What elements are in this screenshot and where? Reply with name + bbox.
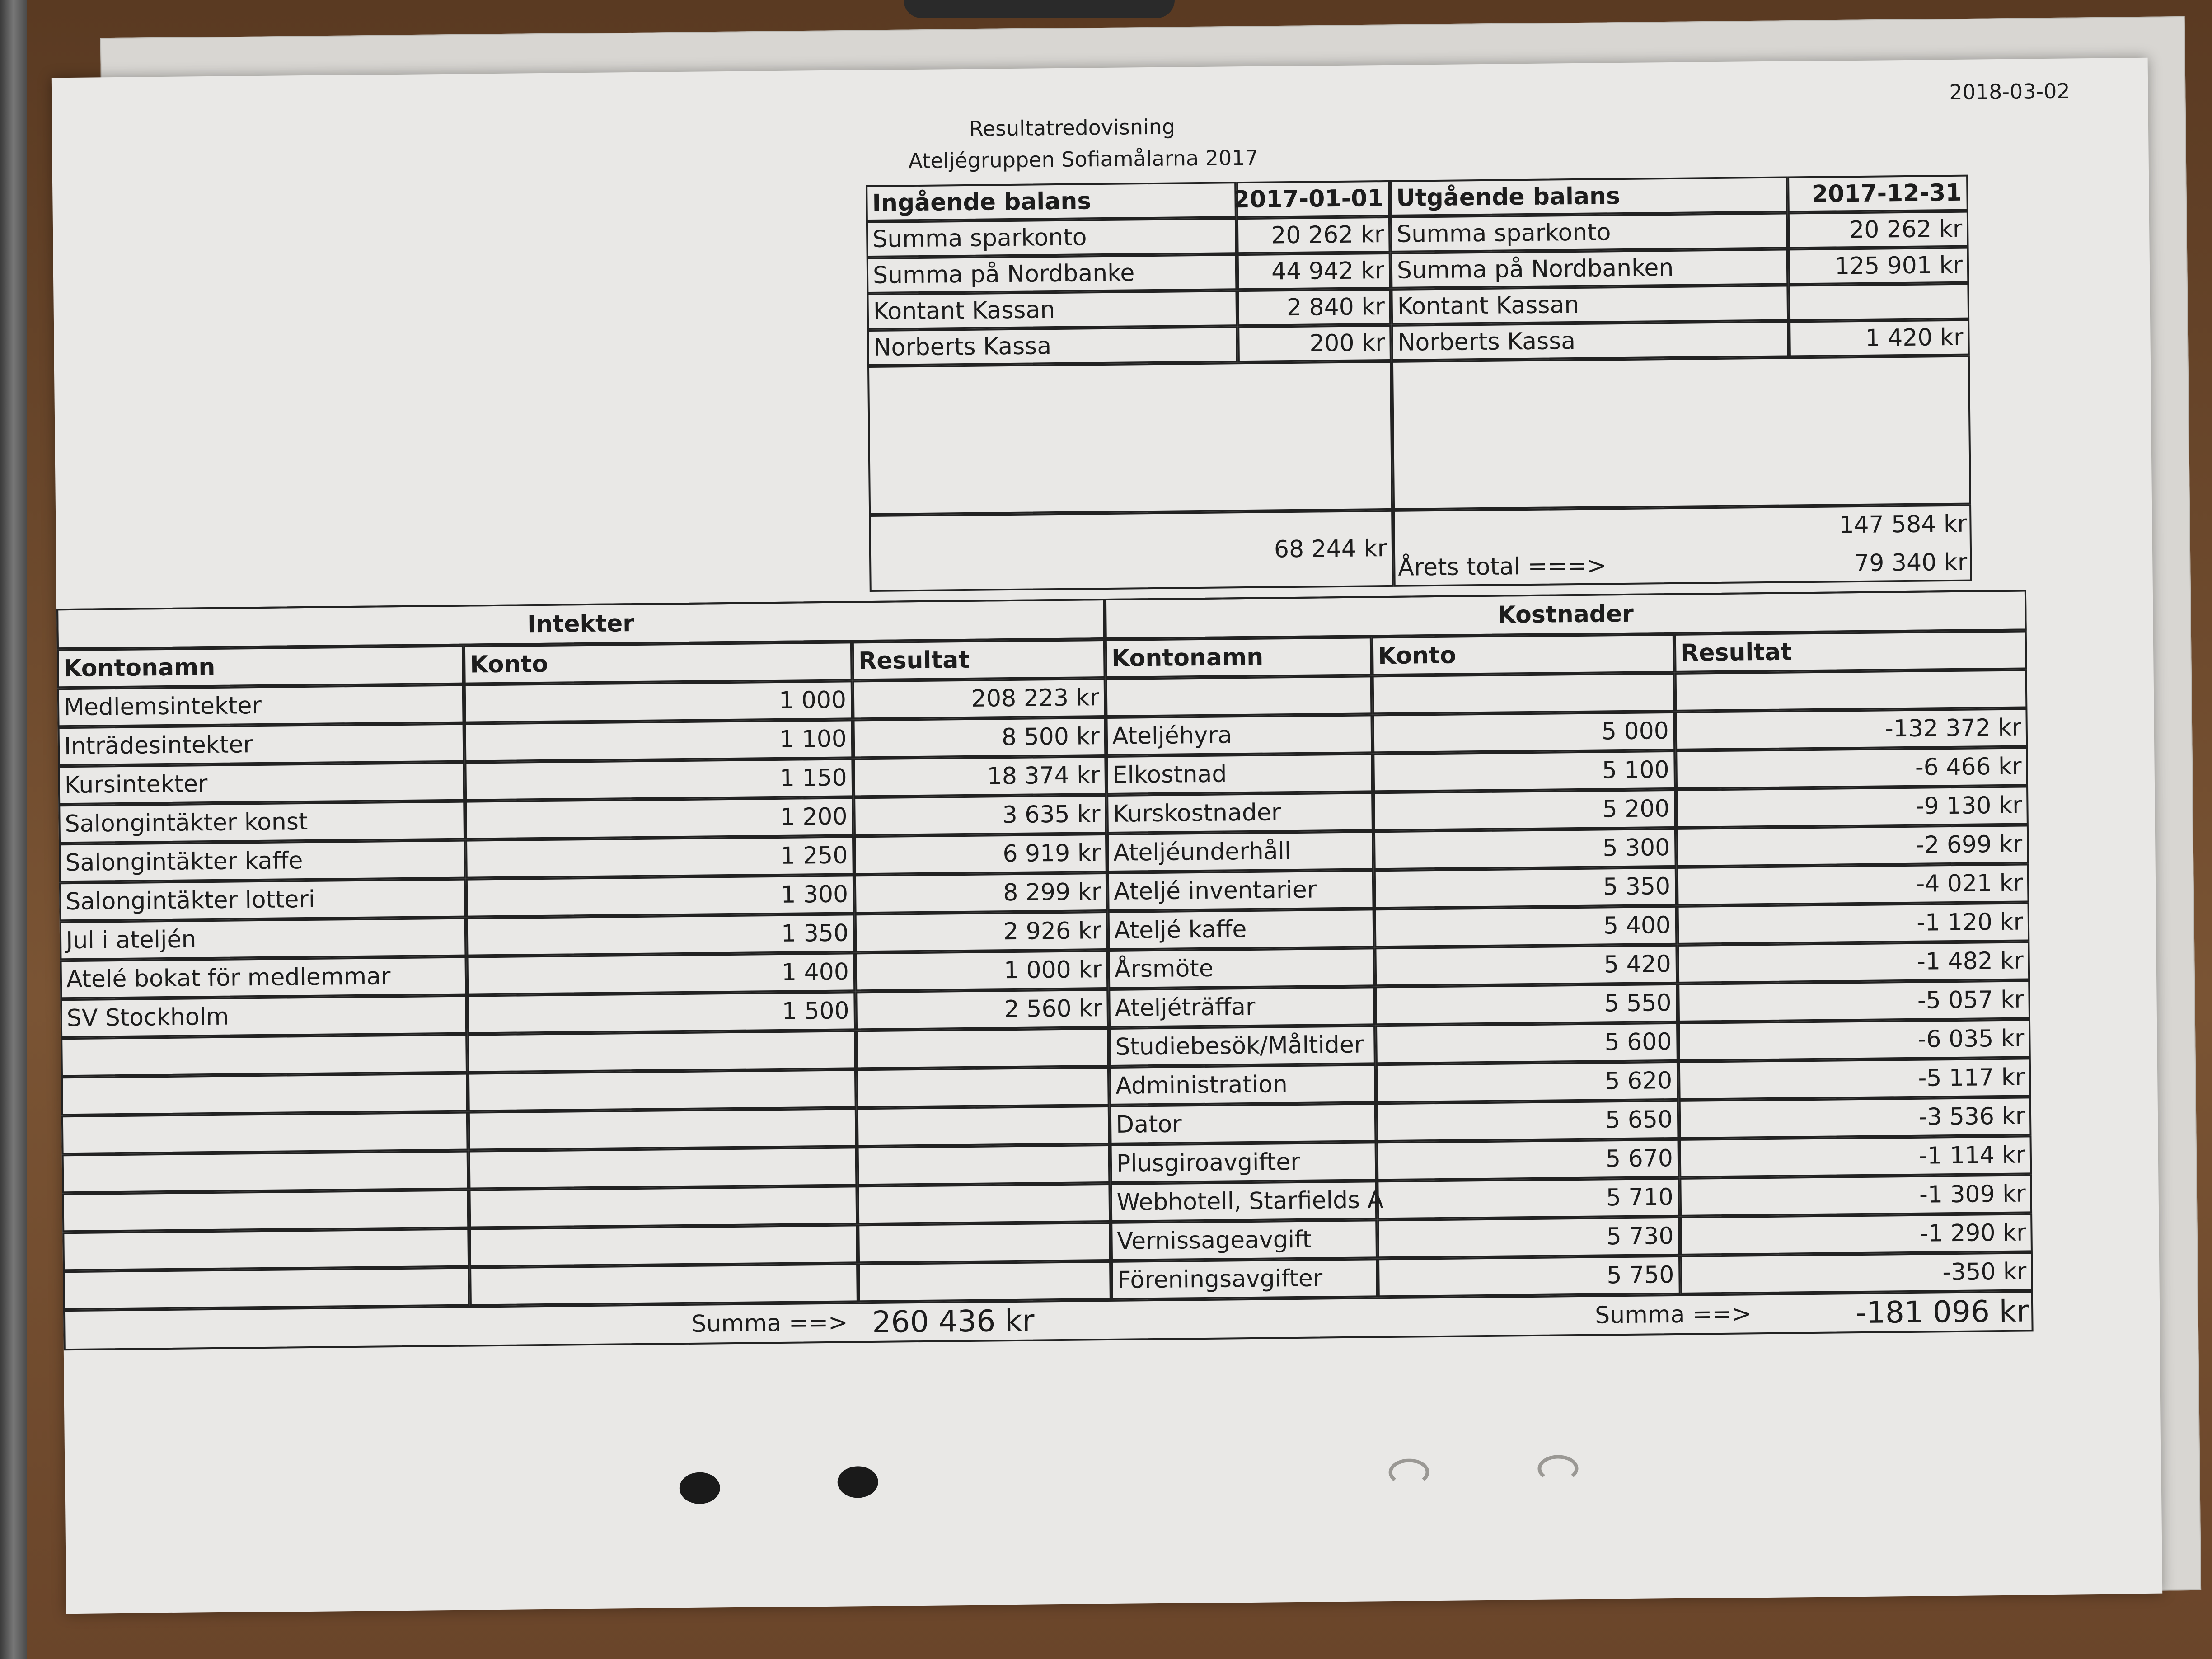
cost-row-account: 5 000	[1372, 712, 1675, 753]
empty-cell	[62, 1190, 469, 1233]
closing-row-label: Kontant Kassan	[1391, 285, 1789, 324]
income-row-result: 208 223 kr	[853, 678, 1106, 719]
income-row-name: Kursintekter	[58, 762, 465, 805]
empty-cell	[857, 1106, 1110, 1147]
document-title: Resultatredovisning	[969, 114, 1176, 141]
costs-header-account: Konto	[1372, 634, 1675, 675]
income-row-account: 1 350	[466, 914, 855, 956]
empty-cell	[61, 1034, 468, 1077]
cost-row-result: -1 290 kr	[1680, 1213, 2033, 1255]
empty-cell	[857, 1144, 1111, 1186]
cost-row-result: -1 120 kr	[1677, 902, 2030, 944]
dark-object	[904, 0, 1175, 18]
cost-row-account: 5 600	[1375, 1022, 1678, 1064]
income-header-name: Kontonamn	[57, 646, 464, 689]
empty-cell	[62, 1228, 469, 1271]
cost-row-name: Föreningsavgifter	[1111, 1258, 1378, 1300]
empty-cell	[1675, 669, 2028, 711]
cost-row-account: 5 550	[1375, 984, 1678, 1025]
closing-row-value	[1788, 283, 1969, 321]
cost-row-result: -5 117 kr	[1678, 1058, 2031, 1100]
cost-row-name: Dator	[1110, 1103, 1377, 1144]
empty-cell	[469, 1147, 858, 1189]
income-row-name: Inträdesintekter	[58, 723, 465, 766]
opening-row-label: Norberts Kassa	[867, 326, 1238, 366]
empty-cell	[61, 1073, 468, 1116]
opening-date: 2017-01-01	[1236, 180, 1390, 218]
empty-cell	[468, 1108, 857, 1150]
paper-sheet	[52, 58, 2162, 1614]
income-row-result: 8 299 kr	[854, 872, 1108, 914]
income-row-name: Salongintäkter konst	[58, 801, 465, 844]
cost-row-name: Ateljéträffar	[1108, 986, 1375, 1028]
cost-row-account: 5 750	[1378, 1256, 1681, 1297]
cost-row-result: -2 699 kr	[1676, 825, 2029, 867]
empty-cell	[469, 1263, 858, 1306]
empty-cell	[856, 1028, 1109, 1069]
cost-row-result: -4 021 kr	[1677, 863, 2029, 905]
costs-sum: -181 096 kr	[1855, 1293, 2029, 1331]
income-header-account: Konto	[464, 642, 853, 684]
cost-row-name: Ateljéunderhåll	[1107, 831, 1374, 872]
cost-row-account: 5 620	[1376, 1061, 1679, 1103]
cost-row-account: 5 420	[1374, 945, 1678, 986]
income-row-name: Salongintäkter lotteri	[59, 879, 466, 922]
cost-row-result: -5 057 kr	[1678, 980, 2030, 1022]
income-row-account: 1 500	[467, 991, 856, 1034]
cost-row-name: Kurskostnader	[1106, 792, 1373, 834]
income-row-result: 2 926 kr	[855, 911, 1108, 952]
punch-hole	[837, 1466, 878, 1498]
income-row-result: 8 500 kr	[853, 717, 1106, 758]
cost-row-account: 5 400	[1374, 906, 1678, 947]
cost-row-name: Elkostnad	[1106, 753, 1373, 795]
empty-cell	[469, 1186, 858, 1228]
cost-row-account: 5 670	[1377, 1139, 1680, 1181]
income-row-name: Jul i ateljén	[60, 918, 467, 961]
empty-cell	[61, 1112, 469, 1155]
income-row-result: 6 919 kr	[854, 834, 1107, 875]
cost-row-account: 5 710	[1377, 1178, 1680, 1219]
closing-row-label: Norberts Kassa	[1391, 321, 1789, 361]
cost-row-account: 5 300	[1373, 828, 1677, 870]
cost-row-name: Administration	[1109, 1064, 1376, 1106]
cost-row-name: Ateljé kaffe	[1108, 909, 1375, 950]
income-row-account: 1 000	[464, 680, 853, 723]
year-total-label: Årets total ===>	[1398, 552, 1607, 581]
cost-row-name: Ateljé inventarier	[1107, 870, 1374, 911]
income-row-account: 1 100	[464, 719, 853, 762]
empty-cell	[1372, 673, 1675, 714]
income-section-title: Intekter	[56, 599, 1105, 649]
cost-row-result: -3 536 kr	[1679, 1097, 2032, 1139]
cost-row-name: Ateljéhyra	[1106, 714, 1373, 756]
cost-row-account: 5 650	[1376, 1100, 1679, 1142]
cost-row-account: 5 350	[1374, 867, 1677, 909]
cost-row-result: -1 114 kr	[1679, 1135, 2032, 1177]
cost-row-account: 5 100	[1373, 750, 1676, 792]
empty-cell	[857, 1183, 1111, 1224]
costs-header-result: Resultat	[1674, 630, 2027, 672]
income-row-account: 1 250	[465, 836, 854, 878]
empty-cell	[469, 1224, 858, 1267]
empty-cell	[1106, 675, 1373, 717]
opening-row-value: 2 840 kr	[1237, 289, 1391, 326]
opening-total: 68 244 kr	[869, 510, 1394, 592]
cost-row-name: Vernissageavgift	[1111, 1219, 1378, 1261]
costs-sum-label: Summa ==>	[1594, 1300, 1752, 1329]
income-row-result: 2 560 kr	[855, 989, 1109, 1030]
punch-hole	[1388, 1458, 1429, 1486]
income-row-result: 3 635 kr	[853, 795, 1107, 836]
punch-hole	[679, 1472, 720, 1504]
closing-total: 147 584 kr	[1839, 510, 1967, 539]
empty-cell	[858, 1261, 1111, 1302]
income-row-account: 1 150	[464, 758, 853, 801]
punch-hole	[1537, 1455, 1579, 1482]
cost-row-result: -9 130 kr	[1676, 786, 2029, 828]
closing-title: Utgående balans	[1390, 176, 1788, 216]
cost-row-result: -1 309 kr	[1679, 1174, 2032, 1216]
year-total: 79 340 kr	[1854, 548, 1968, 577]
income-sum: 260 436 kr	[872, 1303, 1035, 1340]
income-row-name: SV Stockholm	[60, 995, 467, 1038]
cost-row-result: -6 035 kr	[1678, 1019, 2031, 1061]
opening-row-value: 44 942 kr	[1237, 253, 1391, 290]
income-row-name: Atelé bokat för medlemmar	[60, 956, 467, 999]
cost-row-name: Webhotell, Starfields A	[1110, 1181, 1377, 1222]
empty-cell	[858, 1222, 1111, 1263]
opening-row-label: Summa sparkonto	[866, 218, 1237, 258]
costs-section-title: Kostnader	[1105, 590, 2027, 639]
cost-row-account: 5 200	[1373, 789, 1676, 831]
cost-row-name: Årsmöte	[1108, 947, 1375, 989]
income-row-account: 1 200	[465, 797, 854, 839]
closing-row-value: 125 901 kr	[1788, 247, 1969, 285]
closing-date: 2017-12-31	[1787, 175, 1968, 213]
income-sum-label: Summa ==>	[691, 1309, 848, 1338]
closing-row-label: Summa på Nordbanken	[1391, 248, 1789, 288]
opening-row-value: 200 kr	[1237, 325, 1392, 362]
document-date: 2018-03-02	[1949, 79, 2070, 105]
empty-cell	[856, 1067, 1110, 1108]
metal-object	[0, 0, 27, 1659]
empty-cell	[468, 1069, 857, 1111]
income-row-name: Salongintäkter kaffe	[59, 840, 466, 883]
closing-row-value: 20 262 kr	[1788, 211, 1969, 249]
closing-row-label: Summa sparkonto	[1390, 212, 1788, 252]
costs-header-name: Kontonamn	[1105, 637, 1372, 678]
opening-row-label: Summa på Nordbanke	[867, 254, 1237, 294]
opening-title: Ingående balans	[866, 182, 1237, 221]
cost-row-name: Studiebesök/Måltider	[1109, 1025, 1376, 1067]
cost-row-account: 5 730	[1377, 1217, 1680, 1258]
empty-cell	[63, 1267, 470, 1310]
cost-row-result: -132 372 kr	[1675, 708, 2028, 750]
document-subtitle: Ateljégruppen Sofiamålarna 2017	[908, 145, 1259, 173]
opening-row-label: Kontant Kassan	[867, 290, 1237, 330]
income-row-name: Medlemsintekter	[57, 684, 464, 727]
empty-cell	[467, 1030, 856, 1073]
cost-row-result: -6 466 kr	[1675, 747, 2028, 789]
income-row-account: 1 300	[466, 875, 855, 917]
income-row-result: 1 000 kr	[855, 950, 1108, 991]
closing-blank-area	[1392, 356, 1971, 510]
income-row-account: 1 400	[466, 952, 855, 995]
opening-blank-area	[867, 361, 1393, 515]
opening-row-value: 20 262 kr	[1237, 216, 1391, 254]
income-row-result: 18 374 kr	[853, 756, 1106, 797]
empty-cell	[62, 1151, 469, 1194]
cost-row-name: Plusgiroavgifter	[1110, 1142, 1377, 1183]
cost-row-result: -1 482 kr	[1677, 941, 2030, 983]
income-header-result: Resultat	[852, 639, 1106, 680]
closing-row-value: 1 420 kr	[1789, 319, 1970, 357]
cost-row-result: -350 kr	[1680, 1252, 2033, 1294]
